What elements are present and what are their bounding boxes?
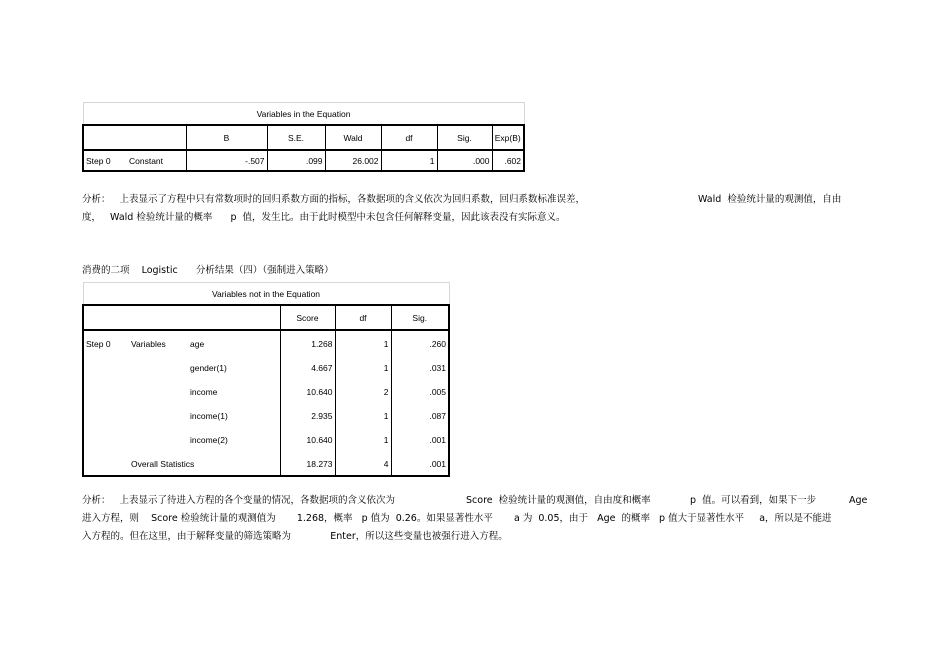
table-body [83, 330, 449, 476]
cell-score: 10.640 [280, 380, 335, 404]
section-heading: 消费的二项 Logistic 分析结果（四）（强制进入策略） [82, 265, 334, 276]
cell-sig: .001 [391, 428, 449, 452]
cell-sig: .005 [391, 380, 449, 404]
table-title-row [83, 283, 449, 306]
cell-score: 4.667 [280, 356, 335, 380]
table-row [83, 452, 449, 476]
table-header-row [83, 305, 449, 330]
row-step [83, 380, 129, 404]
row-step [83, 428, 129, 452]
cell-score: 1.268 [280, 330, 335, 356]
cell-sig: .087 [391, 404, 449, 428]
variables-not-in-equation-table [82, 282, 450, 477]
header-b: B [186, 125, 267, 150]
row-variable [188, 452, 280, 476]
table-row [83, 428, 449, 452]
cell-df: 1 [335, 404, 391, 428]
row-step [83, 452, 129, 476]
cell-wald: 26.002 [325, 150, 381, 171]
cell-sig: .031 [391, 356, 449, 380]
analysis-paragraph-1-line-1b: Wald 检验统计量的观测值，自由 [698, 194, 842, 205]
cell-sig: .000 [437, 150, 492, 171]
cell-df: 1 [335, 428, 391, 452]
header-sig: Sig. [437, 125, 492, 150]
header-sig: Sig. [391, 305, 449, 330]
table-row [83, 380, 449, 404]
table-row [83, 330, 449, 356]
analysis-paragraph-2-line-1c: p 值。可以看到，如果下一步 [690, 495, 817, 506]
analysis-paragraph-2-line-2: 进入方程，则 Score 检验统计量的观测值为 1.268，概率 p 值为 0.26。如果显著性水平 a 为 0.05，由于 Age 的概率 p 值大于显著性水平 a，所以是不能进 [82, 513, 832, 524]
header-wald: Wald [325, 125, 381, 150]
header-expb: Exp(B) [492, 125, 524, 150]
cell-score: 18.273 [280, 452, 335, 476]
cell-score: 10.640 [280, 428, 335, 452]
cell-df: 1 [335, 330, 391, 356]
header-se: S.E. [267, 125, 325, 150]
table-title: Variables in the Equation [83, 103, 524, 126]
cell-df: 1 [381, 150, 437, 171]
row-group: Variables [131, 338, 166, 349]
analysis-paragraph-2-line-1b: Score 检验统计量的观测值，自由度和概率 [466, 495, 651, 506]
header-df: df [335, 305, 391, 330]
table-header-row [83, 125, 524, 150]
cell-df: 1 [335, 356, 391, 380]
row-step: Step 0 [83, 330, 129, 356]
cell-df: 2 [335, 380, 391, 404]
cell-se: .099 [267, 150, 325, 171]
row-group [129, 428, 188, 452]
row-step: Step 0 [83, 150, 127, 171]
row-group [129, 404, 188, 428]
cell-score: 2.935 [280, 404, 335, 428]
cell-df: 4 [335, 452, 391, 476]
row-group [129, 356, 188, 380]
table-row [83, 404, 449, 428]
table-title-row [83, 103, 524, 126]
row-group: Overall Statistics [129, 452, 188, 476]
header-blank [83, 125, 186, 150]
analysis-paragraph-2-line-1a: 分析： 上表显示了待进入方程的各个变量的情况，各数据项的含义依次为 [82, 495, 396, 506]
table-row [83, 356, 449, 380]
row-label: Constant [127, 150, 186, 171]
row-step [83, 404, 129, 428]
cell-sig: .001 [391, 452, 449, 476]
table-row [83, 150, 524, 171]
analysis-paragraph-1-line-1a: 分析： 上表显示了方程中只有常数项时的回归系数方面的指标，各数据项的含义依次为回归系数，回归系数标准误差， [82, 194, 586, 205]
analysis-paragraph-2-line-3: 入方程的。但在这里，由于解释变量的筛选策略为 Enter，所以这些变量也被强行进入方程。 [82, 531, 508, 542]
table-title: Variables not in the Equation [83, 283, 449, 306]
cell-b: -.507 [186, 150, 267, 171]
row-variable: income(2) [190, 435, 228, 445]
header-blank [83, 305, 280, 330]
row-step [83, 356, 129, 380]
row-variable: age [190, 338, 205, 349]
row-variable: income [190, 387, 218, 397]
cell-sig: .260 [391, 330, 449, 356]
header-df: df [381, 125, 437, 150]
analysis-paragraph-1-line-2: 度， Wald 检验统计量的概率 p 值，发生比。由于此时模型中未包含任何解释变量，因此该表没有实际意义。 [82, 212, 566, 223]
cell-expb: .602 [492, 150, 524, 171]
header-score: Score [280, 305, 335, 330]
row-group [129, 380, 188, 404]
row-variable: gender(1) [190, 363, 227, 373]
row-variable: income(1) [190, 411, 228, 421]
variables-in-equation-table [82, 102, 525, 172]
analysis-paragraph-2-line-1d: Age [849, 495, 868, 506]
